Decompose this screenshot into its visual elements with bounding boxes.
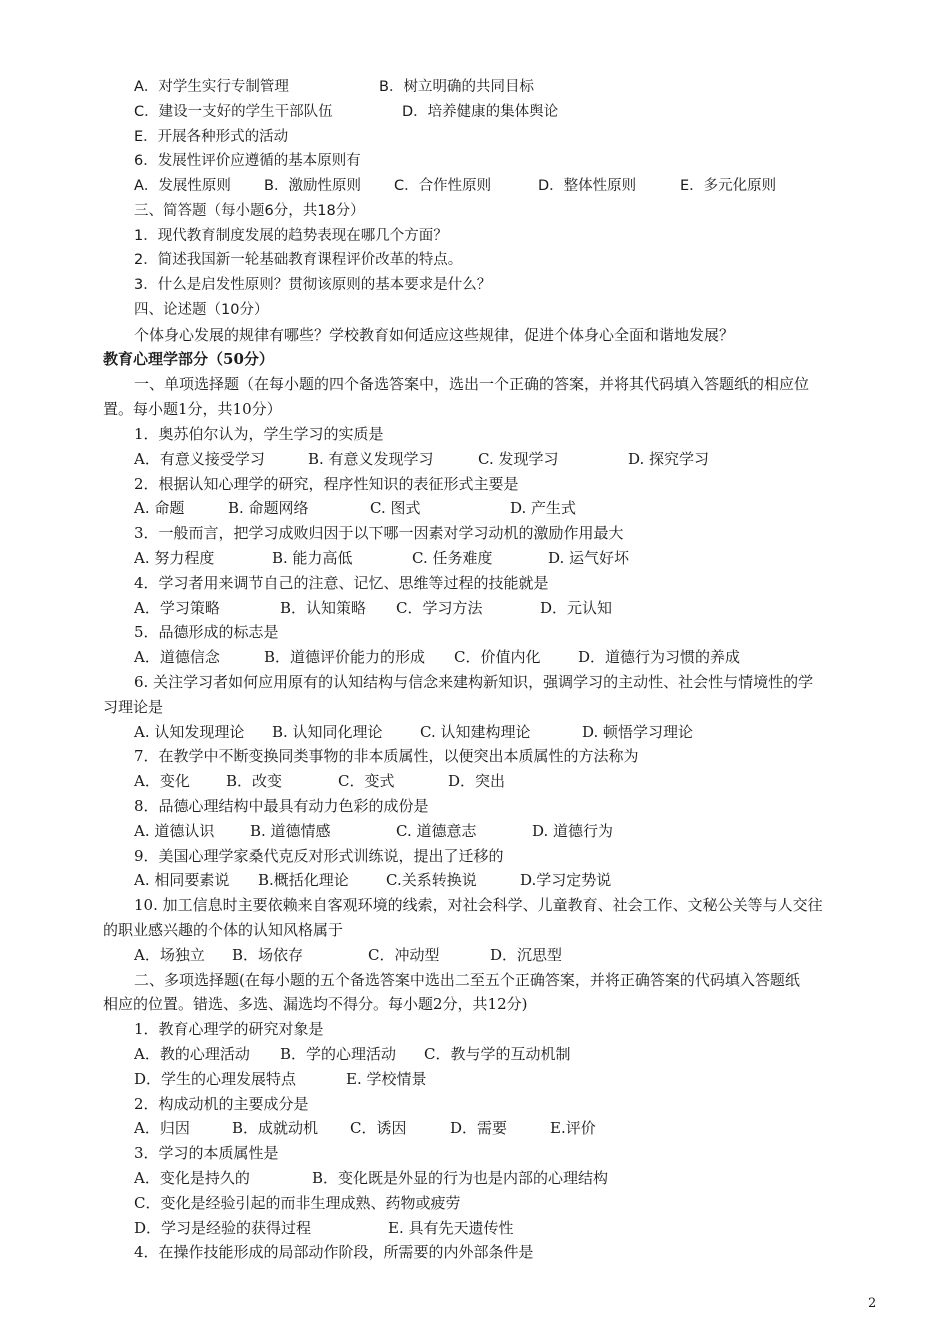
question-text: 4．学习者用来调节自己的注意、记忆、思维等过程的技能就是 xyxy=(134,574,549,592)
option-d: D．学生的心理发展特点 xyxy=(134,1070,297,1088)
question-text: 2．简述我国新一轮基础教育课程评价改革的特点。 xyxy=(134,252,463,268)
question-text: 9．美国心理学家桑代克反对形式训练说，提出了迁移的 xyxy=(134,847,504,865)
question-text: 1．现代教育制度发展的趋势表现在哪几个方面？ xyxy=(134,228,448,244)
option-b: B．变化既是外显的行为也是内部的心理结构 xyxy=(312,1169,609,1187)
question-text: 5．品德形成的标志是 xyxy=(134,623,279,641)
question-text: 2．构成动机的主要成分是 xyxy=(134,1095,309,1113)
option-b: B．改变 xyxy=(226,772,283,790)
option-d: D．突出 xyxy=(448,772,506,790)
question-text: 6．发展性评价应遵循的基本原则有 xyxy=(134,153,361,169)
question-text: 1．教育心理学的研究对象是 xyxy=(134,1020,324,1038)
option-d: D．沉思型 xyxy=(490,946,563,964)
option-d: D．学习是经验的获得过程 xyxy=(134,1219,312,1237)
option-c: C．学习方法 xyxy=(396,599,483,617)
option-c: C. 图式 xyxy=(370,499,421,517)
option-b: B．场依存 xyxy=(232,946,304,964)
option-b: B.概括化理论 xyxy=(258,871,349,889)
question-text: 个体身心发展的规律有哪些？学校教育如何适应这些规律，促进个体身心全面和谐地发展？ xyxy=(134,326,735,344)
option-e: E. 学校情景 xyxy=(346,1070,427,1088)
option-d: D. 运气好坏 xyxy=(548,549,630,567)
section-title: 置。每小题1分，共10分） xyxy=(103,400,282,418)
option-a: A．学习策略 xyxy=(134,599,220,617)
option-b: B．树立明确的共同目标 xyxy=(379,79,534,95)
option-a: A．变化是持久的 xyxy=(134,1169,250,1187)
option-d: D．培养健康的集体舆论 xyxy=(402,104,559,120)
option-c: C．冲动型 xyxy=(368,946,440,964)
option-b: B．认知策略 xyxy=(280,599,367,617)
option-a: A. 认知发现理论 xyxy=(134,723,245,741)
option-e: E．开展各种形式的活动 xyxy=(134,129,289,145)
option-b: B. 能力高低 xyxy=(272,549,353,567)
question-text: 3．学习的本质属性是 xyxy=(134,1144,279,1162)
option-b: B. 有意义发现学习 xyxy=(308,450,434,468)
option-e: E. 具有先天遗传性 xyxy=(388,1219,514,1237)
option-c: C. 道德意志 xyxy=(396,822,477,840)
question-text: 3．一般而言，把学习成败归因于以下哪一因素对学习动机的激励作用最大 xyxy=(134,524,624,542)
page-number: 2 xyxy=(868,1296,877,1311)
option-a: A. 努力程度 xyxy=(134,549,215,567)
option-a: A．教的心理活动 xyxy=(134,1045,250,1063)
question-text: 1．奥苏伯尔认为，学生学习的实质是 xyxy=(134,425,384,443)
option-c: C．建设一支好的学生干部队伍 xyxy=(134,104,333,120)
option-e: E.评价 xyxy=(550,1119,596,1137)
question-text: 8．品德心理结构中最具有动力色彩的成份是 xyxy=(134,797,429,815)
option-c: C. 发现学习 xyxy=(478,450,559,468)
option-d: D. 道德行为 xyxy=(532,822,614,840)
option-d: D.学习定势说 xyxy=(520,871,612,889)
option-a: A. 道德认识 xyxy=(134,822,215,840)
option-c: C．合作性原则 xyxy=(394,178,492,194)
option-a: A. 相同要素说 xyxy=(134,871,230,889)
option-d: D．元认知 xyxy=(540,599,613,617)
option-e: E．多元化原则 xyxy=(680,178,777,194)
option-b: B. 道德情感 xyxy=(250,822,331,840)
question-text: 的职业感兴趣的个体的认知风格属于 xyxy=(103,921,344,939)
option-d: D. 探究学习 xyxy=(628,450,710,468)
option-a: A．归因 xyxy=(134,1119,190,1137)
option-c: C.关系转换说 xyxy=(386,871,477,889)
option-b: B. 认知同化理论 xyxy=(272,723,383,741)
option-a: A．对学生实行专制管理 xyxy=(134,79,289,95)
question-text: 6. 关注学习者如何应用原有的认知结构与信念来建构新知识，强调学习的主动性、社会性与情境性的学 xyxy=(134,673,814,691)
option-a: A．发展性原则 xyxy=(134,178,231,194)
section-title: 三、简答题（每小题6分，共18分） xyxy=(134,203,365,219)
option-c: C．价值内化 xyxy=(454,648,541,666)
option-d: D. 顿悟学习理论 xyxy=(582,723,694,741)
section-title: 二、多项选择题(在每小题的五个备选答案中选出二至五个正确答案，并将正确答案的代码填入答题纸 xyxy=(134,971,800,989)
section-title: 相应的位置。错选、多选、漏选均不得分。每小题2分，共12分) xyxy=(103,995,528,1013)
option-c: C．教与学的互动机制 xyxy=(424,1045,571,1063)
section-title: 四、论述题（10分） xyxy=(134,302,269,318)
option-a: A．道德信念 xyxy=(134,648,220,666)
option-b: B．学的心理活动 xyxy=(280,1045,397,1063)
option-b: B．成就动机 xyxy=(232,1119,319,1137)
option-d: D．需要 xyxy=(450,1119,508,1137)
option-c: C．诱因 xyxy=(350,1119,407,1137)
option-a: A．场独立 xyxy=(134,946,205,964)
option-d: D. 产生式 xyxy=(510,499,577,517)
question-text: 7．在教学中不断变换同类事物的非本质属性，以便突出本质属性的方法称为 xyxy=(134,747,639,765)
section-title: 一、单项选择题（在每小题的四个备选答案中，选出一个正确的答案，并将其代码填入答题纸的相应位 xyxy=(134,375,810,393)
question-text: 3．什么是启发性原则？贯彻该原则的基本要求是什么？ xyxy=(134,277,492,293)
option-c: C. 认知建构理论 xyxy=(420,723,531,741)
option-b: B．激励性原则 xyxy=(264,178,361,194)
option-a: A. 命题 xyxy=(134,499,185,517)
option-b: B．道德评价能力的形成 xyxy=(264,648,426,666)
question-text: 习理论是 xyxy=(103,698,164,716)
question-text: 4．在操作技能形成的局部动作阶段，所需要的内外部条件是 xyxy=(134,1243,534,1261)
option-c: C．变式 xyxy=(338,772,395,790)
part-title: 教育心理学部分（50分） xyxy=(103,350,274,368)
option-b: B. 命题网络 xyxy=(228,499,309,517)
option-c: C．变化是经验引起的而非生理成熟、药物或疲劳 xyxy=(134,1194,461,1212)
question-text: 2．根据认知心理学的研究，程序性知识的表征形式主要是 xyxy=(134,475,519,493)
option-c: C. 任务难度 xyxy=(412,549,493,567)
question-text: 10. 加工信息时主要依赖来自客观环境的线索，对社会科学、儿童教育、社会工作、文秘公关等与人交往 xyxy=(134,896,823,914)
option-a: A．有意义接受学习 xyxy=(134,450,265,468)
option-d: D．整体性原则 xyxy=(538,178,637,194)
option-d: D．道德行为习惯的养成 xyxy=(578,648,741,666)
option-a: A．变化 xyxy=(134,772,190,790)
